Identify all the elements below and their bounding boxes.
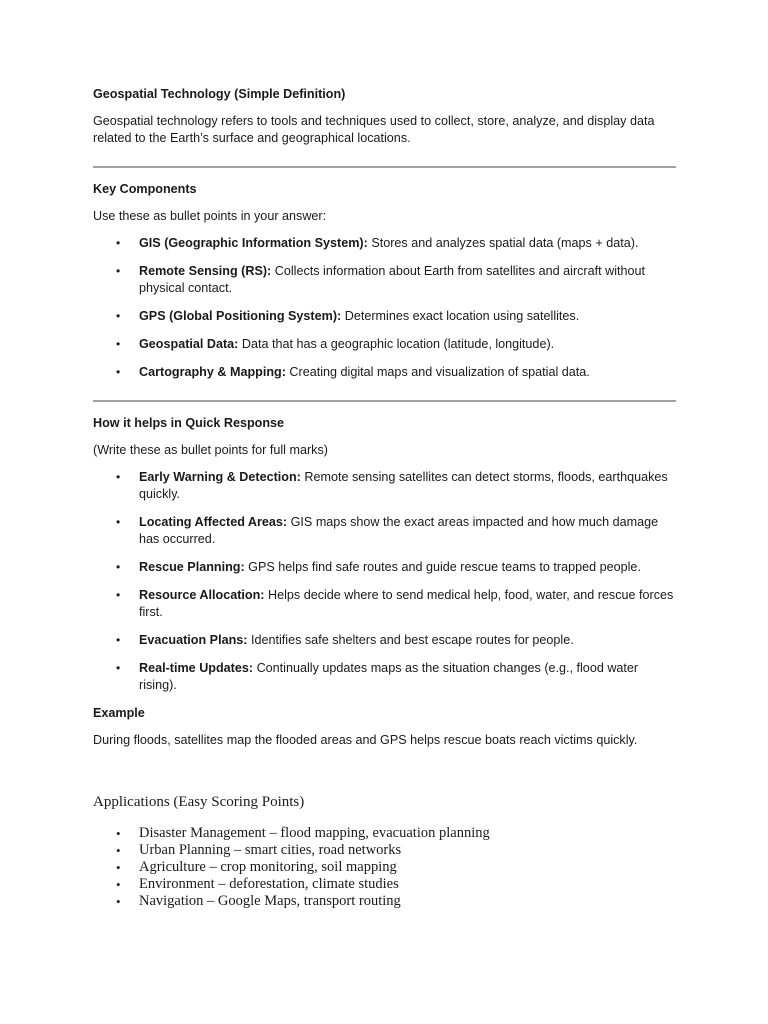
section-divider xyxy=(93,400,676,402)
quick-response-heading: How it helps in Quick Response xyxy=(93,416,285,430)
list-item xyxy=(93,632,676,649)
list-item xyxy=(93,893,676,910)
bullet-icon: • xyxy=(116,309,121,323)
item-text: Urban Planning – smart cities, road networks xyxy=(139,842,402,858)
list-item xyxy=(93,514,676,548)
key-components-list xyxy=(93,235,676,381)
list-item xyxy=(93,235,676,252)
item-term: Cartography & Mapping: xyxy=(139,365,286,379)
list-item xyxy=(93,825,676,842)
item-term: Resource Allocation: xyxy=(139,588,265,602)
list-item xyxy=(93,559,676,576)
item-text: Disaster Management – flood mapping, evacuation planning xyxy=(139,825,490,841)
bullet-icon: • xyxy=(116,894,121,909)
item-term: Real-time Updates: xyxy=(139,661,254,675)
item-term: Evacuation Plans: xyxy=(139,633,248,647)
item-term: Geospatial Data: xyxy=(139,337,239,351)
definition-paragraph: Geospatial technology refers to tools and techniques used to collect, store, analyze, and display data related to the Earth’s surface and geographical locations. xyxy=(93,114,655,145)
list-item xyxy=(93,263,676,297)
list-item xyxy=(93,876,676,893)
bullet-icon: • xyxy=(116,236,121,250)
item-text: Stores and analyzes spatial data (maps + data). xyxy=(367,236,639,250)
section-divider xyxy=(93,166,676,168)
item-text: Navigation – Google Maps, transport routing xyxy=(139,893,401,909)
bullet-icon: • xyxy=(116,843,121,858)
quick-response-intro: (Write these as bullet points for full marks) xyxy=(93,443,328,457)
bullet-icon: • xyxy=(116,661,121,675)
applications-list xyxy=(93,825,676,910)
bullet-icon: • xyxy=(116,860,121,875)
item-term: GPS (Global Positioning System): xyxy=(139,309,342,323)
bullet-icon: • xyxy=(116,365,121,379)
bullet-icon: • xyxy=(116,470,121,484)
item-text: Agriculture – crop monitoring, soil mapping xyxy=(139,859,397,875)
item-text: Identifies safe shelters and best escape routes for people. xyxy=(247,633,574,647)
bullet-icon: • xyxy=(116,560,121,574)
list-item xyxy=(93,469,676,503)
item-text: Creating digital maps and visualization of spatial data. xyxy=(285,365,590,379)
quick-response-list xyxy=(93,469,676,694)
key-components-intro: Use these as bullet points in your answer: xyxy=(93,209,327,223)
list-item xyxy=(93,660,676,694)
page-title: Geospatial Technology (Simple Definition) xyxy=(93,87,346,101)
key-components-heading: Key Components xyxy=(93,182,197,196)
item-text: Environment – deforestation, climate studies xyxy=(139,876,399,892)
bullet-icon: • xyxy=(116,826,121,841)
list-item xyxy=(93,308,676,325)
item-text: GIS maps show the exact areas impacted and how much damage has occurred. xyxy=(139,515,659,546)
bullet-icon: • xyxy=(116,337,121,351)
bullet-icon: • xyxy=(116,877,121,892)
list-item xyxy=(93,842,676,859)
item-text: GPS helps find safe routes and guide rescue teams to trapped people. xyxy=(244,560,641,574)
item-text: Collects information about Earth from satellites and aircraft without physical contact. xyxy=(139,264,646,295)
item-text: Determines exact location using satellites. xyxy=(341,309,580,323)
example-paragraph: During floods, satellites map the flooded areas and GPS helps rescue boats reach victims quickly. xyxy=(93,733,638,747)
item-text: Remote sensing satellites can detect storms, floods, earthquakes quickly. xyxy=(139,470,668,501)
bullet-icon: • xyxy=(116,633,121,647)
item-text: Helps decide where to send medical help, food, water, and rescue forces first. xyxy=(139,588,674,619)
item-term: Rescue Planning: xyxy=(139,560,245,574)
bullet-icon: • xyxy=(116,588,121,602)
bullet-icon: • xyxy=(116,515,121,529)
item-text: Data that has a geographic location (latitude, longitude). xyxy=(238,337,555,351)
item-term: Remote Sensing (RS): xyxy=(139,264,272,278)
bullet-icon: • xyxy=(116,264,121,278)
item-text: Continually updates maps as the situation changes (e.g., flood water rising). xyxy=(139,661,639,692)
example-heading: Example xyxy=(93,706,145,720)
applications-heading: Applications (Easy Scoring Points) xyxy=(93,794,305,810)
list-item xyxy=(93,587,676,621)
list-item xyxy=(93,364,676,381)
list-item xyxy=(93,859,676,876)
item-term: Locating Affected Areas: xyxy=(139,515,288,529)
list-item xyxy=(93,336,676,353)
item-term: Early Warning & Detection: xyxy=(139,470,301,484)
document-page xyxy=(93,86,676,910)
item-term: GIS (Geographic Information System): xyxy=(139,236,368,250)
